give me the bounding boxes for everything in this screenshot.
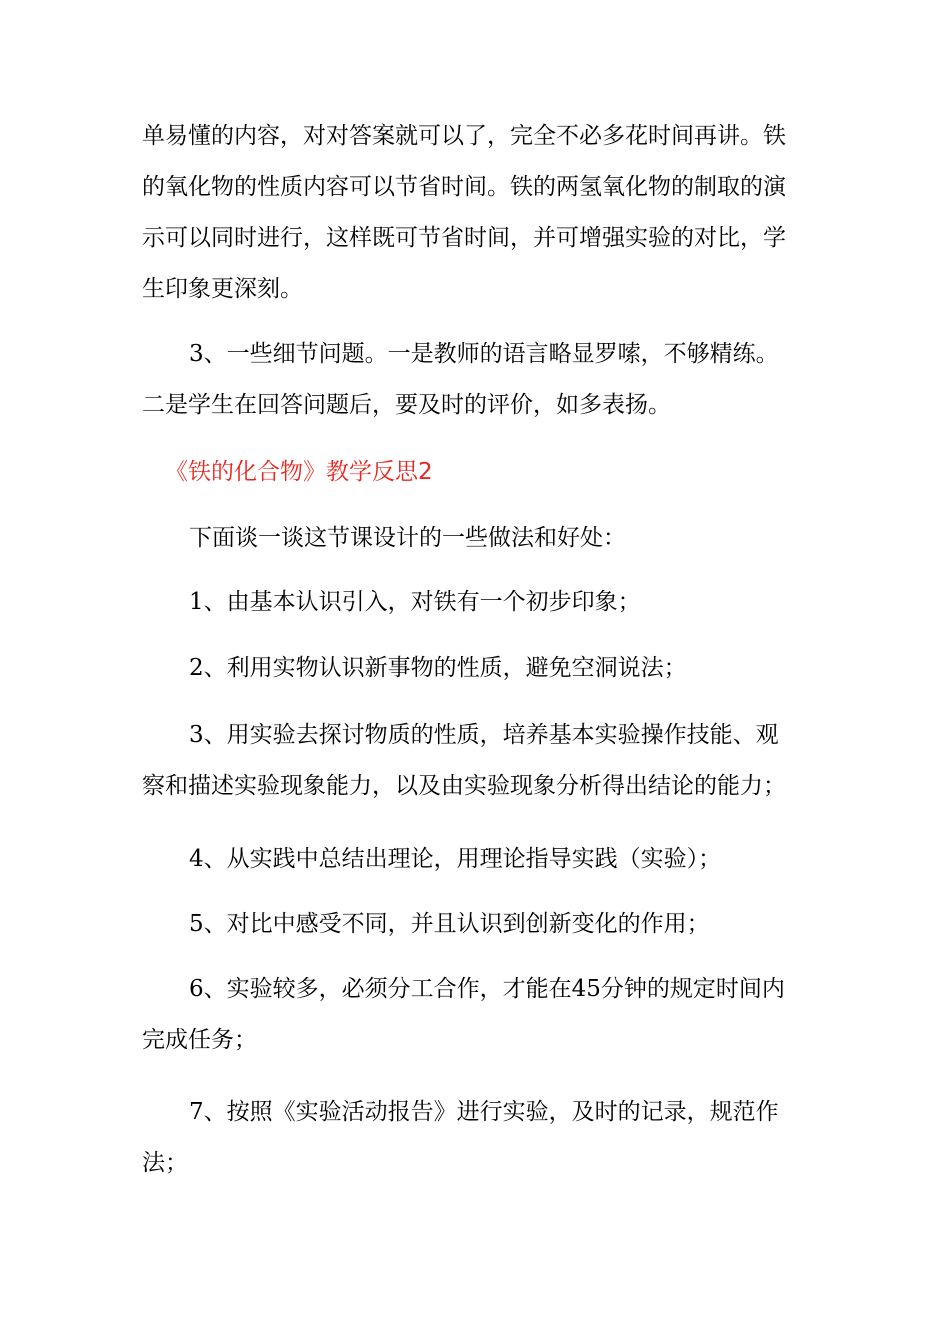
paragraph-continuation xyxy=(142,111,810,315)
text-line: 2、利用实物认识新事物的性质，避免空洞说法； xyxy=(189,655,687,681)
text-line: 5、对比中感受不同，并且认识到创新变化的作用； xyxy=(189,911,710,937)
paragraph-intro xyxy=(142,513,810,564)
text-line: 生印象更深刻。 xyxy=(142,276,303,302)
text-line: 察和描述实验现象能力，以及由实验现象分析得出结论的能力； xyxy=(142,773,786,799)
section-heading: 《铁的化合物》教学反思2 xyxy=(165,459,433,485)
list-item-2 xyxy=(142,643,810,694)
text-line: 单易懂的内容，对对答案就可以了，完全不必多花时间再讲。铁 xyxy=(142,123,786,149)
text-line: 示可以同时进行，这样既可节省时间，并可增强实验的对比，学 xyxy=(142,225,786,251)
text-line: 3、用实验去探讨物质的性质，培养基本实验操作技能、观 xyxy=(189,722,779,748)
list-item-6 xyxy=(142,964,810,1066)
list-item-5 xyxy=(142,899,810,950)
list-item-4 xyxy=(142,834,810,885)
text-line: 6、实验较多，必须分工合作，才能在45分钟的规定时间内 xyxy=(189,976,785,1002)
text-line: 二是学生在回答问题后，要及时的评价，如多表扬。 xyxy=(142,392,671,418)
text-line: 1、由基本认识引入，对铁有一个初步印象； xyxy=(189,589,641,615)
text-line: 3、一些细节问题。一是教师的语言略显罗嗦，不够精练。 xyxy=(189,341,779,367)
text-line: 7、按照《实验活动报告》进行实验，及时的记录，规范作 xyxy=(189,1099,779,1125)
list-item-1 xyxy=(142,577,810,628)
list-item-7 xyxy=(142,1087,810,1189)
text-line: 4、从实践中总结出理论，用理论指导实践（实验）； xyxy=(189,846,722,872)
text-line: 的氧化物的性质内容可以节省时间。铁的两氢氧化物的制取的演 xyxy=(142,174,786,200)
text-line: 完成任务； xyxy=(142,1027,257,1053)
list-item-3 xyxy=(142,710,810,812)
text-line: 法； xyxy=(142,1150,188,1176)
text-line: 下面谈一谈这节课设计的一些做法和好处： xyxy=(189,525,626,551)
paragraph-detail-issues xyxy=(142,329,810,431)
